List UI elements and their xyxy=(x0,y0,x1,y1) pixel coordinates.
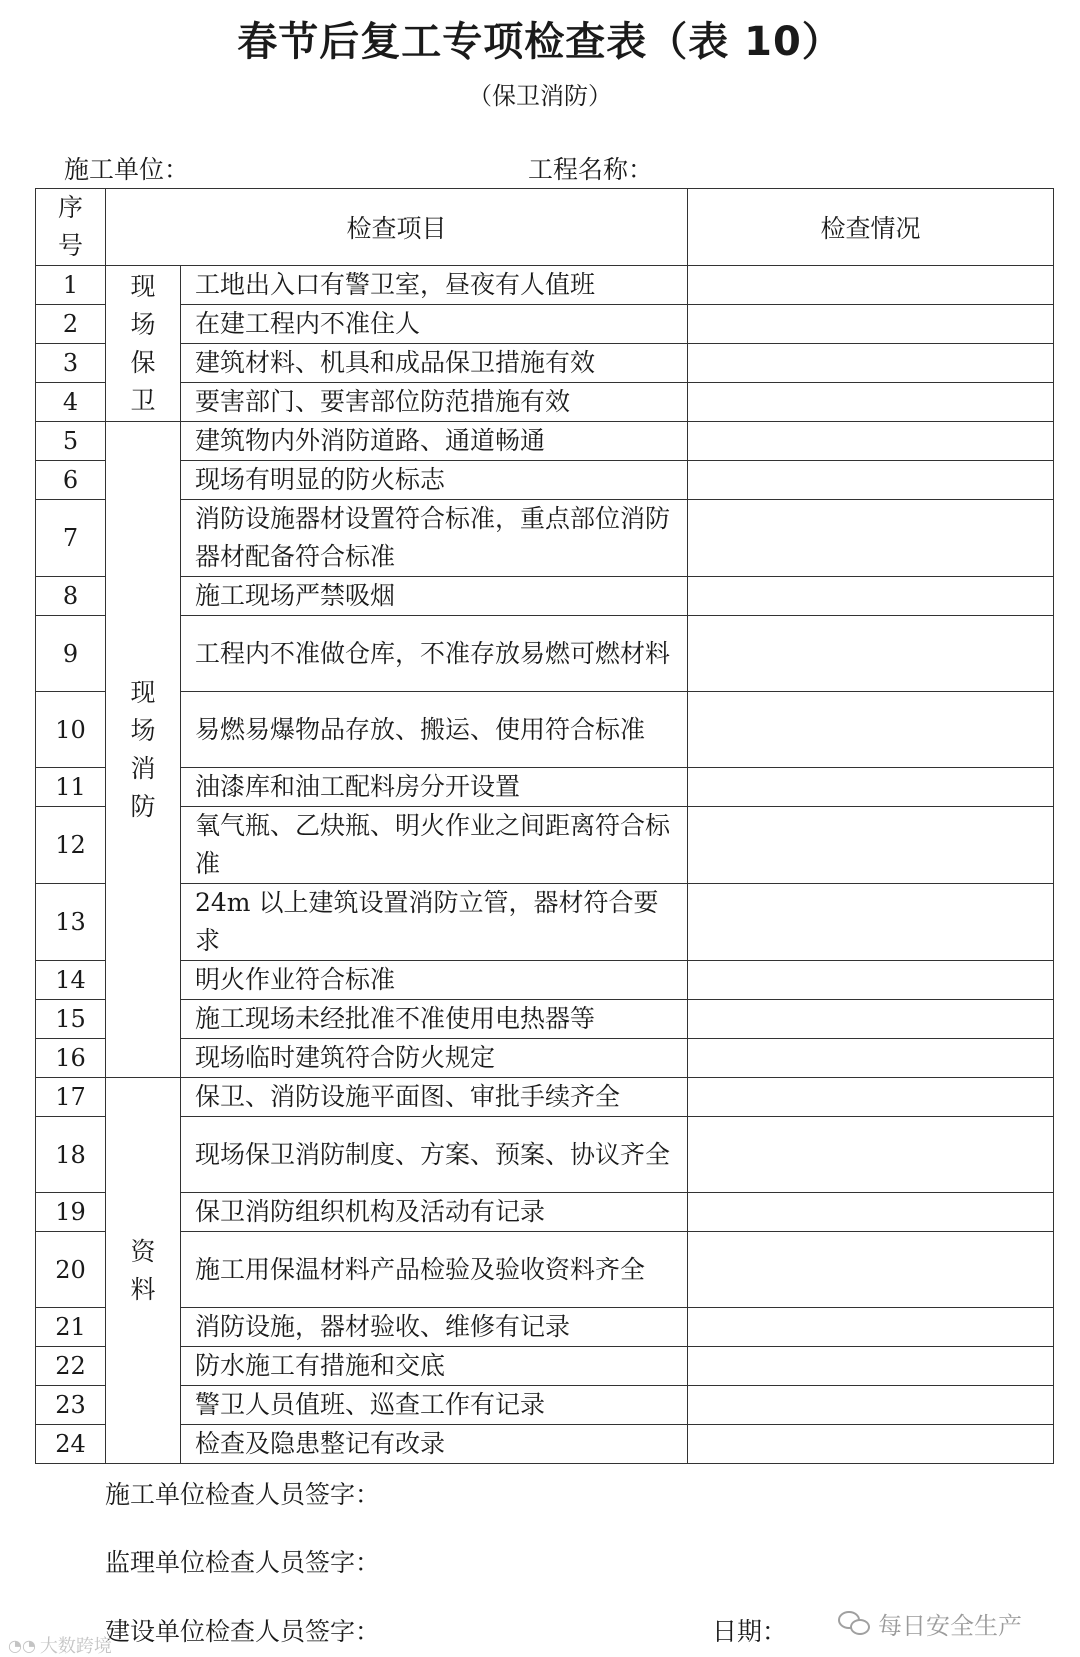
row-number: 3 xyxy=(36,344,106,383)
row-item: 工程内不准做仓库，不准存放易燃可燃材料 xyxy=(181,616,688,692)
row-item: 明火作业符合标准 xyxy=(181,961,688,1000)
table-row xyxy=(36,1039,1054,1078)
row-item: 易燃易爆物品存放、搬运、使用符合标准 xyxy=(181,692,688,768)
row-number: 17 xyxy=(36,1078,106,1117)
watermark-right-text: 每日安全生产 xyxy=(878,1612,1022,1640)
status-cell[interactable] xyxy=(688,1193,1054,1232)
row-item: 警卫人员值班、巡查工作有记录 xyxy=(181,1386,688,1425)
row-number: 9 xyxy=(36,616,106,692)
owner-signature-label: 建设单位检查人员签字： xyxy=(105,1617,381,1646)
status-cell[interactable] xyxy=(688,344,1054,383)
table-row xyxy=(36,1308,1054,1347)
table-row xyxy=(36,266,1054,305)
row-item: 建筑物内外消防道路、通道畅通 xyxy=(181,422,688,461)
inspection-table xyxy=(35,188,1054,1464)
row-number: 7 xyxy=(36,500,106,577)
project-name-label: 工程名称： xyxy=(528,155,654,184)
row-item: 消防设施器材设置符合标准，重点部位消防器材配备符合标准 xyxy=(181,500,688,577)
row-number: 22 xyxy=(36,1347,106,1386)
table-row xyxy=(36,1425,1054,1464)
table-header-row xyxy=(36,189,1054,266)
row-item: 氧气瓶、乙炔瓶、明火作业之间距离符合标准 xyxy=(181,807,688,884)
row-number: 6 xyxy=(36,461,106,500)
table-row xyxy=(36,768,1054,807)
status-cell[interactable] xyxy=(688,1386,1054,1425)
table-row xyxy=(36,1078,1054,1117)
row-number: 10 xyxy=(36,692,106,768)
construction-unit-label: 施工单位： xyxy=(64,155,190,184)
row-number: 12 xyxy=(36,807,106,884)
row-item: 施工现场严禁吸烟 xyxy=(181,577,688,616)
table-row xyxy=(36,500,1054,577)
row-number: 13 xyxy=(36,884,106,961)
row-number: 16 xyxy=(36,1039,106,1078)
category-documents: 资料 xyxy=(106,1078,181,1464)
status-cell[interactable] xyxy=(688,807,1054,884)
row-item: 检查及隐患整记有改录 xyxy=(181,1425,688,1464)
row-number: 5 xyxy=(36,422,106,461)
row-item: 防水施工有措施和交底 xyxy=(181,1347,688,1386)
watermark-right xyxy=(838,1606,1022,1641)
status-cell[interactable] xyxy=(688,616,1054,692)
row-item: 施工用保温材料产品检验及验收资料齐全 xyxy=(181,1232,688,1308)
row-number: 1 xyxy=(36,266,106,305)
row-number: 8 xyxy=(36,577,106,616)
row-item: 消防设施，器材验收、维修有记录 xyxy=(181,1308,688,1347)
table-row xyxy=(36,577,1054,616)
row-item: 施工现场未经批准不准使用电热器等 xyxy=(181,1000,688,1039)
status-cell[interactable] xyxy=(688,422,1054,461)
status-cell[interactable] xyxy=(688,500,1054,577)
status-cell[interactable] xyxy=(688,692,1054,768)
row-number: 15 xyxy=(36,1000,106,1039)
logo-icon: ◔◔ xyxy=(8,1635,36,1655)
date-label: 日期： xyxy=(712,1617,788,1646)
category-site-fire: 现场消防 xyxy=(106,422,181,1078)
table-row xyxy=(36,305,1054,344)
status-cell[interactable] xyxy=(688,1000,1054,1039)
row-item: 在建工程内不准住人 xyxy=(181,305,688,344)
table-row xyxy=(36,961,1054,1000)
header-item: 检查项目 xyxy=(106,189,688,266)
row-number: 23 xyxy=(36,1386,106,1425)
row-number: 21 xyxy=(36,1308,106,1347)
row-item: 现场临时建筑符合防火规定 xyxy=(181,1039,688,1078)
row-item: 建筑材料、机具和成品保卫措施有效 xyxy=(181,344,688,383)
table-row xyxy=(36,807,1054,884)
row-number: 14 xyxy=(36,961,106,1000)
table-row xyxy=(36,461,1054,500)
construction-signature-label: 施工单位检查人员签字： xyxy=(105,1480,381,1509)
watermark-left-text: 大数跨境 xyxy=(39,1636,112,1657)
row-number: 20 xyxy=(36,1232,106,1308)
table-row xyxy=(36,344,1054,383)
status-cell[interactable] xyxy=(688,1232,1054,1308)
table-row xyxy=(36,1386,1054,1425)
row-item: 现场保卫消防制度、方案、预案、协议齐全 xyxy=(181,1117,688,1193)
status-cell[interactable] xyxy=(688,768,1054,807)
row-number: 18 xyxy=(36,1117,106,1193)
page-subtitle: （保卫消防） xyxy=(468,82,612,110)
status-cell[interactable] xyxy=(688,266,1054,305)
status-cell[interactable] xyxy=(688,1117,1054,1193)
table-row xyxy=(36,692,1054,768)
row-item: 油漆库和油工配料房分开设置 xyxy=(181,768,688,807)
table-row xyxy=(36,1193,1054,1232)
table-row xyxy=(36,1232,1054,1308)
table-row xyxy=(36,884,1054,961)
table-row xyxy=(36,422,1054,461)
watermark-left xyxy=(8,1632,112,1657)
status-cell[interactable] xyxy=(688,1308,1054,1347)
row-item: 要害部门、要害部位防范措施有效 xyxy=(181,383,688,422)
table-row xyxy=(36,1347,1054,1386)
status-cell[interactable] xyxy=(688,305,1054,344)
table-row xyxy=(36,616,1054,692)
status-cell[interactable] xyxy=(688,461,1054,500)
status-cell[interactable] xyxy=(688,1425,1054,1464)
header-status: 检查情况 xyxy=(688,189,1054,266)
row-number: 24 xyxy=(36,1425,106,1464)
header-number: 序号 xyxy=(36,189,106,266)
supervision-signature-label: 监理单位检查人员签字： xyxy=(105,1548,381,1577)
row-item: 工地出入口有警卫室，昼夜有人值班 xyxy=(181,266,688,305)
status-cell[interactable] xyxy=(688,884,1054,961)
row-number: 11 xyxy=(36,768,106,807)
row-item: 现场有明显的防火标志 xyxy=(181,461,688,500)
status-cell[interactable] xyxy=(688,577,1054,616)
row-number: 19 xyxy=(36,1193,106,1232)
status-cell[interactable] xyxy=(688,1078,1054,1117)
table-row xyxy=(36,1000,1054,1039)
status-cell[interactable] xyxy=(688,1039,1054,1078)
status-cell[interactable] xyxy=(688,961,1054,1000)
row-item: 保卫、消防设施平面图、审批手续齐全 xyxy=(181,1078,688,1117)
page-title: 春节后复工专项检查表（表 10） xyxy=(237,19,843,65)
category-site-security: 现场保卫 xyxy=(106,266,181,422)
table-row xyxy=(36,383,1054,422)
table-row xyxy=(36,1117,1054,1193)
status-cell[interactable] xyxy=(688,383,1054,422)
row-number: 2 xyxy=(36,305,106,344)
status-cell[interactable] xyxy=(688,1347,1054,1386)
row-item: 保卫消防组织机构及活动有记录 xyxy=(181,1193,688,1232)
wechat-icon xyxy=(838,1611,872,1637)
row-item: 24m 以上建筑设置消防立管，器材符合要求 xyxy=(181,884,688,961)
row-number: 4 xyxy=(36,383,106,422)
